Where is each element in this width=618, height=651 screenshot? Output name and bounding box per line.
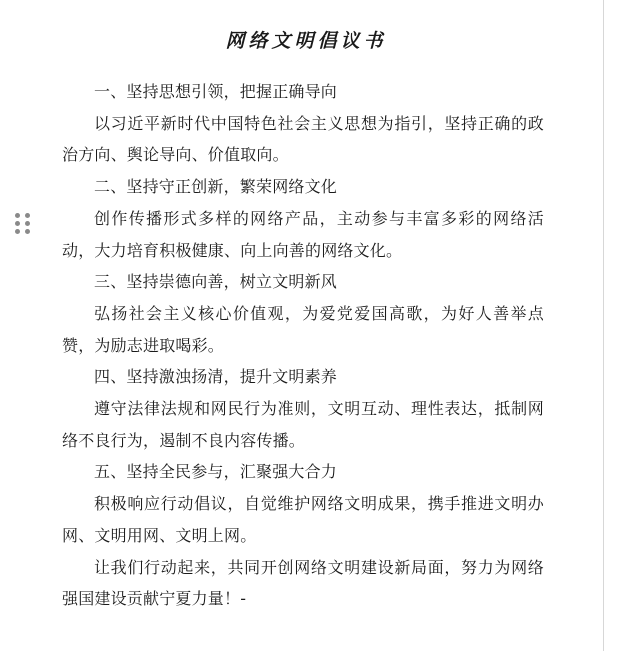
section-heading-1: 一、坚持思想引领，把握正确导向 [94, 82, 338, 101]
page-edge-divider [603, 0, 604, 651]
section-heading-3: 三、坚持崇德向善，树立文明新风 [94, 272, 338, 292]
drag-dot [25, 213, 30, 218]
section-heading-2: 二、坚持守正创新，繁荣网络文化 [94, 177, 338, 197]
section-body-2: 创作传播形式多样的网络产品，主动参与丰富多彩的网络活动，大力培育积极健康、向上向善的网络文化。 [62, 208, 544, 260]
section-heading-5: 五、坚持全民参与，汇聚强大合力 [94, 462, 338, 482]
drag-dot [15, 213, 20, 218]
closing-paragraph: 让我们行动起来，共同开创网络文明建设新局面，努力为网络强国建设贡献宁夏力量！- [62, 557, 544, 609]
drag-dot [25, 229, 30, 234]
section-body-3: 弘扬社会主义核心价值观，为爱党爱国高歌，为好人善举点赞，为励志进取喝彩。 [62, 303, 544, 355]
section-body-1: 以习近平新时代中国特色社会主义思想为指引，坚持正确的政治方向、舆论导向、价值取向。 [62, 113, 544, 165]
drag-dot [25, 221, 30, 226]
section-body-5: 积极响应行动倡议，自觉维护网络文明成果，携手推进文明办网、文明用网、文明上网。 [62, 494, 544, 545]
drag-handle-icon[interactable] [15, 213, 31, 235]
section-body-4: 遵守法律法规和网民行为准则，文明互动、理性表达，抵制网络不良行为，遏制不良内容传播。 [62, 399, 544, 450]
document-body[interactable] [62, 28, 544, 615]
drag-dot [15, 229, 20, 234]
document-title: 网络文明倡议书 [225, 30, 387, 52]
drag-dot [15, 221, 20, 226]
section-heading-4: 四、坚持激浊扬清，提升文明素养 [94, 367, 338, 387]
